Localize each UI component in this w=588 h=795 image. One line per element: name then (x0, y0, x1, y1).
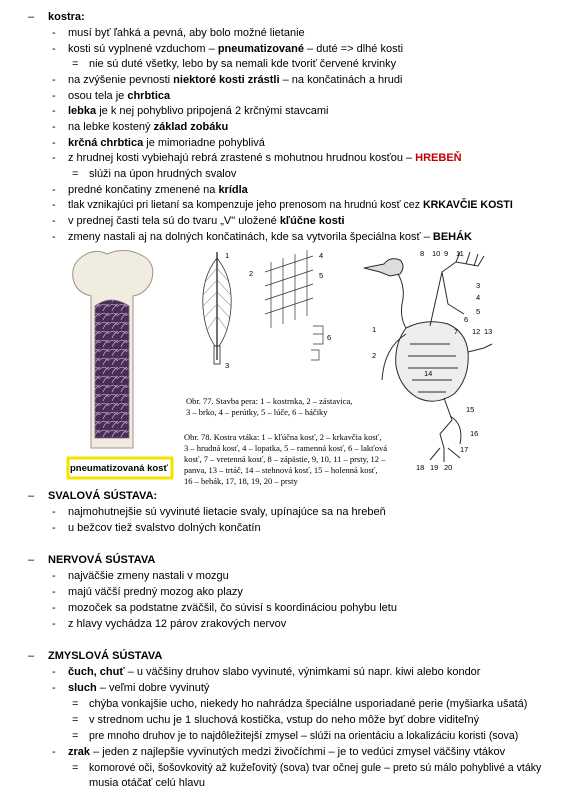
bullet: - (52, 666, 56, 678)
skeleton-number: 11 (456, 249, 464, 258)
feather-structure-diagram (185, 248, 355, 388)
section-marker: – (28, 11, 35, 23)
bullet: - (52, 74, 56, 86)
section-marker: – (28, 554, 35, 566)
svalova-line-2: u bežcov tiež svalstvo dolných končatín (68, 522, 261, 534)
bullet: - (52, 602, 56, 614)
pneumatized-bone-illustration (55, 248, 180, 485)
bullet: - (52, 121, 56, 133)
bullet: - (52, 199, 56, 211)
bullet: - (52, 27, 56, 39)
skeleton-number: 1 (372, 325, 377, 334)
kostra-line-1: musí byť ľahká a pevná, aby bolo možné lietanie (68, 27, 305, 39)
bird-skeleton-diagram (360, 248, 500, 473)
bullet: - (52, 184, 56, 196)
sub-bullet: = (72, 168, 79, 180)
skeleton-number: 20 (444, 463, 453, 472)
nervova-line-1: najväčšie zmeny nastali v mozgu (68, 570, 229, 582)
kostra-line-8: krčná chrbtica je mimoriadne pohyblivá (68, 137, 265, 149)
bullet: - (52, 90, 56, 102)
feather-number: 3 (225, 361, 230, 370)
sub-bullet: = (72, 730, 79, 742)
section-title-zmyslova: ZMYSLOVÁ SÚSTAVA (48, 650, 163, 662)
sub-bullet: = (72, 714, 79, 726)
bullet: - (52, 231, 56, 243)
section-title-nervova: NERVOVÁ SÚSTAVA (48, 554, 156, 566)
bullet: - (52, 522, 56, 534)
svalova-line-1: najmohutnejšie sú vyvinuté lietacie svaly, upínajúce sa na hrebeň (68, 506, 386, 518)
bullet: - (52, 618, 56, 630)
kostra-line-13: v prednej časti tela sú do tvaru „V" uložené kľúčne kosti (68, 215, 345, 227)
sub-bullet: = (72, 762, 79, 774)
kostra-line-11: predné končatiny zmenené na krídla (68, 184, 248, 196)
kostra-line-3: nie sú duté všetky, lebo by sa nemali kde tvoriť červené krvinky (89, 58, 397, 70)
skeleton-number: 14 (424, 369, 433, 378)
zmyslova-line-4: v strednom uchu je 1 sluchová kostička, vstup do neho môže byť dobre viditeľný (89, 714, 480, 726)
skeleton-number: 5 (476, 307, 481, 316)
zmyslova-line-2: sluch – veľmi dobre vyvinutý (68, 682, 210, 694)
feather-number: 6 (327, 333, 332, 342)
zmyslova-line-7: komorové oči, šošovkovitý až kužeľovitý (sova) tvar očnej gule – preto sú málo pohyblivé a vtáky (89, 762, 542, 774)
bullet: - (52, 586, 56, 598)
kostra-line-5: osou tela je chrbtica (68, 90, 171, 102)
skeleton-number: 4 (476, 293, 481, 302)
bullet: - (52, 506, 56, 518)
sub-bullet: = (72, 698, 79, 710)
kostra-line-2: kosti sú vyplnené vzduchom – pneumatizované – duté => dlhé kosti (68, 43, 404, 55)
nervova-line-2: majú väčší predný mozog ako plazy (68, 586, 243, 598)
zmyslova-line-1: čuch, chuť – u väčšiny druhov slabo vyvinuté, výnimkami sú napr. kiwi alebo kondor (68, 666, 481, 678)
kostra-line-7: na lebke kostený základ zobáku (68, 121, 229, 133)
zmyslova-line-6: zrak – jeden z najlepšie vyvinutých medzi živočíchmi – je to vedúci zmysel väčšiny vtákov (68, 746, 506, 758)
bullet: - (52, 682, 56, 694)
zmyslova-line-3: chýba vonkajšie ucho, niekedy ho nahrádza špeciálne usporiadané perie (myšiarka ušatá) (89, 698, 528, 710)
skeleton-number: 18 (416, 463, 425, 472)
bullet: - (52, 746, 56, 758)
zmyslova-line-5: pre mnoho druhov je to najdôležitejší zmysel – slúži na orientáciu a lokalizáciu koristi (sova) (89, 730, 519, 742)
bullet: - (52, 43, 56, 55)
section-marker: – (28, 490, 35, 502)
skeleton-number: 10 (432, 249, 441, 258)
skeleton-number: 3 (476, 281, 481, 290)
skeleton-number: 12 (472, 327, 481, 336)
skeleton-caption: Obr. 78. Kostra vtáka: 1 – kľúčna kosť, 2 – krkavčia kosť, 3 – hrudná kosť, 4 – lopatka, 5 – ramenná kosť, 6 – lakťová kosť, 7 – vretenná kosť, 8 – zápästie, 9, 10, 11 – prsty, 12 – panva, 13 – trtáč, 14 – stehnová kosť, 15 – holenná kosť, 16 – behák, 17, 18, 19, 20 – prsty (184, 432, 388, 486)
nervova-line-3: mozoček sa podstatne zväčšil, čo súvisí s koordináciou pohybu letu (68, 602, 397, 614)
section-marker: – (28, 650, 35, 662)
zmyslova-line-8: musia otáčať celú hlavu (89, 777, 206, 789)
bullet: - (52, 105, 56, 117)
skeleton-number: 13 (484, 327, 493, 336)
feather-number: 5 (319, 271, 324, 280)
skeleton-number: 15 (466, 405, 475, 414)
feather-number: 1 (225, 251, 230, 260)
feather-number: 4 (319, 251, 324, 260)
kostra-line-10: slúži na úpon hrudných svalov (89, 168, 237, 180)
skeleton-number: 8 (420, 249, 425, 258)
skeleton-number: 7 (454, 327, 459, 336)
skeleton-number: 9 (444, 249, 449, 258)
feather-number: 2 (249, 269, 254, 278)
feather-caption: Obr. 77. Stavba pera: 1 – kostrnka, 2 – zástavica, 3 – brko, 4 – perútky, 5 – lúče, 6 – háčiky (186, 396, 353, 417)
skeleton-number: 19 (430, 463, 439, 472)
kostra-line-4: na zvýšenie pevnosti niektoré kosti zrástli – na končatinách a hrudi (68, 74, 403, 86)
kostra-line-12: tlak vznikajúci pri lietaní sa kompenzuje jeho prenosom na hrudnú kosť cez KRKAVČIE KOSTI (68, 199, 513, 211)
skeleton-number: 2 (372, 351, 377, 360)
kostra-line-14: zmeny nastali aj na dolných končatinách, kde sa vytvorila špeciálna kosť – BEHÁK (68, 231, 472, 243)
nervova-line-4: z hlavy vychádza 12 párov zrakových nervov (68, 618, 287, 630)
bullet: - (52, 570, 56, 582)
bone-label: pneumatizovaná kosť (70, 463, 168, 474)
kostra-line-9: z hrudnej kosti vybiehajú rebrá zrastené s mohutnou hrudnou kosťou – HREBEŇ (68, 152, 462, 164)
skeleton-number: 6 (464, 315, 469, 324)
bullet: - (52, 137, 56, 149)
bullet: - (52, 152, 56, 164)
sub-bullet: = (72, 58, 79, 70)
section-title-svalova: SVALOVÁ SÚSTAVA: (48, 490, 158, 502)
kostra-line-6: lebka je k nej pohyblivo pripojená 2 krčnými stavcami (68, 105, 329, 117)
skeleton-number: 17 (460, 445, 469, 454)
skeleton-number: 16 (470, 429, 479, 438)
bullet: - (52, 215, 56, 227)
section-title-kostra: kostra: (48, 11, 85, 23)
